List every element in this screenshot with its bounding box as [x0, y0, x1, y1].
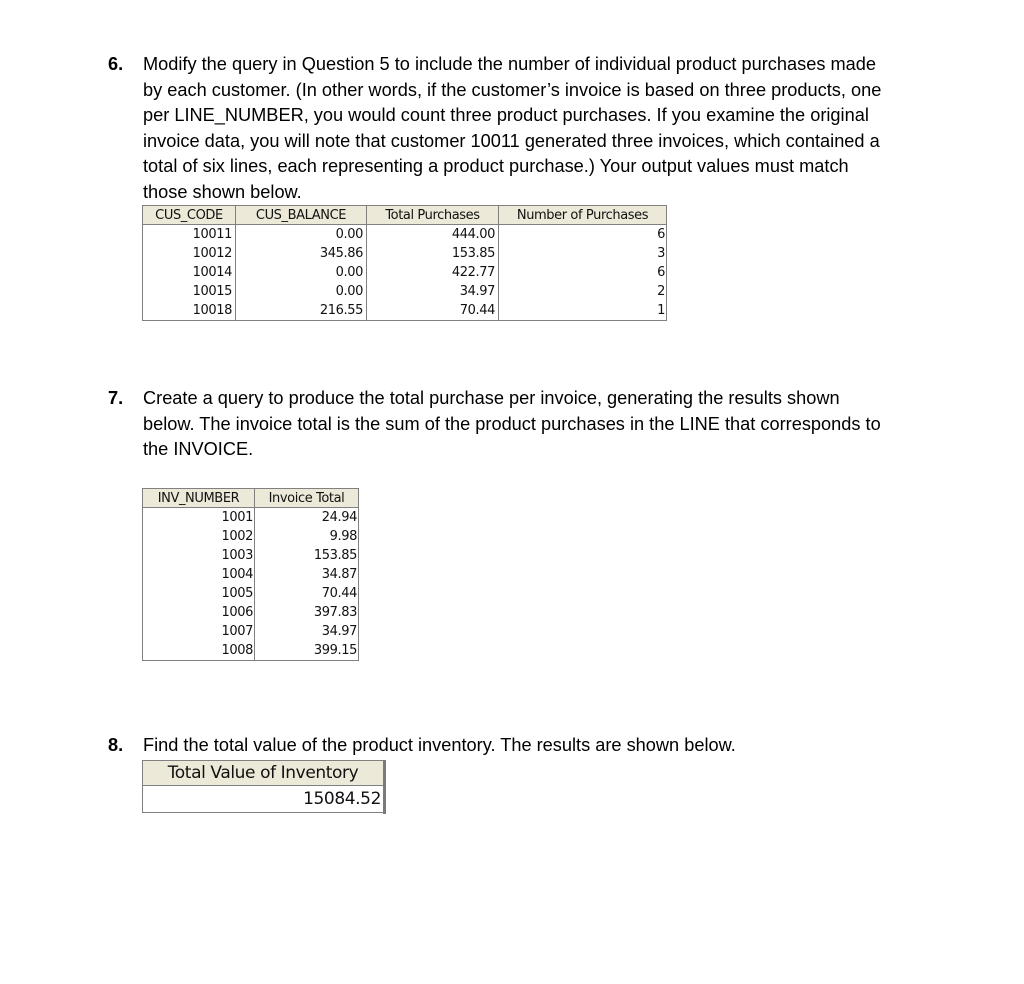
cell-inv-number: 1003 [143, 546, 255, 565]
inventory-value-table [142, 760, 384, 813]
column-header-number-of-purchases: Number of Purchases [499, 206, 667, 225]
column-header-inv-number: INV_NUMBER [143, 489, 255, 508]
cell-inv-number: 1006 [143, 603, 255, 622]
column-header-cus-balance: CUS_BALANCE [236, 206, 367, 225]
table-row [143, 225, 667, 245]
table-row [143, 301, 667, 321]
cell-cus-balance: 0.00 [236, 282, 367, 301]
question-6-text [143, 52, 881, 206]
question-7-line: the INVOICE. [143, 439, 254, 460]
question-8-text [143, 733, 736, 759]
table-header-row [143, 206, 667, 225]
cell-inv-number: 1002 [143, 527, 255, 546]
cell-number-of-purchases: 6 [499, 225, 667, 245]
cell-inv-number: 1007 [143, 622, 255, 641]
table-header-row [143, 489, 359, 508]
cell-total-purchases: 422.77 [367, 263, 499, 282]
question-7-text [143, 386, 881, 463]
table-row [143, 603, 359, 622]
cell-cus-balance: 0.00 [236, 225, 367, 245]
table-row [143, 641, 359, 661]
cell-total-purchases: 153.85 [367, 244, 499, 263]
question-6-line: by each customer. (In other words, if the customer’s invoice is based on three products, one [143, 79, 882, 100]
question-7-line: below. The invoice total is the sum of the product purchases in the LINE that corresponds to [143, 413, 881, 434]
cell-inv-number: 1004 [143, 565, 255, 584]
table-row [143, 622, 359, 641]
cell-invoice-total: 397.83 [255, 603, 359, 622]
cell-cus-code: 10011 [143, 225, 236, 245]
question-7-line: Create a query to produce the total purchase per invoice, generating the results shown [143, 388, 840, 408]
question-8-line: Find the total value of the product inventory. The results are shown below. [143, 735, 736, 755]
question-6-line: total of six lines, each representing a product purchase.) Your output values must match [143, 156, 849, 177]
column-header-total-value-of-inventory: Total Value of Inventory [143, 761, 384, 786]
cell-number-of-purchases: 6 [499, 263, 667, 282]
cell-cus-code: 10018 [143, 301, 236, 321]
question-7-number: 7. [108, 388, 124, 408]
cell-invoice-total: 34.87 [255, 565, 359, 584]
cell-number-of-purchases: 3 [499, 244, 667, 263]
question-6-line: per LINE_NUMBER, you would count three product purchases. If you examine the original [143, 105, 869, 126]
cell-invoice-total: 399.15 [255, 641, 359, 661]
cell-cus-code: 10012 [143, 244, 236, 263]
cell-cus-balance: 345.86 [236, 244, 367, 263]
cell-total-purchases: 70.44 [367, 301, 499, 321]
table-row [143, 263, 667, 282]
customer-purchases-table [142, 205, 667, 321]
question-6-number: 6. [108, 54, 124, 74]
table-row [143, 565, 359, 584]
question-8-number: 8. [108, 735, 124, 755]
cell-inv-number: 1001 [143, 508, 255, 528]
column-resize-handle [383, 760, 386, 814]
table-row [143, 527, 359, 546]
cell-total-purchases: 34.97 [367, 282, 499, 301]
question-6-line: invoice data, you will note that customer 10011 generated three invoices, which contained a [143, 130, 880, 151]
column-header-total-purchases: Total Purchases [367, 206, 499, 225]
cell-invoice-total: 34.97 [255, 622, 359, 641]
cell-cus-balance: 0.00 [236, 263, 367, 282]
cell-cus-code: 10015 [143, 282, 236, 301]
cell-invoice-total: 24.94 [255, 508, 359, 528]
table-row [143, 244, 667, 263]
cell-total-value-of-inventory: 15084.52 [143, 786, 384, 813]
cell-cus-balance: 216.55 [236, 301, 367, 321]
cell-invoice-total: 153.85 [255, 546, 359, 565]
cell-total-purchases: 444.00 [367, 225, 499, 245]
cell-number-of-purchases: 1 [499, 301, 667, 321]
cell-inv-number: 1005 [143, 584, 255, 603]
table-row [143, 546, 359, 565]
question-6-line: Modify the query in Question 5 to include the number of individual product purchases made [143, 54, 876, 74]
cell-number-of-purchases: 2 [499, 282, 667, 301]
table-row [143, 508, 359, 528]
invoice-total-table [142, 488, 359, 661]
cell-invoice-total: 9.98 [255, 527, 359, 546]
cell-cus-code: 10014 [143, 263, 236, 282]
column-header-cus-code: CUS_CODE [143, 206, 236, 225]
cell-inv-number: 1008 [143, 641, 255, 661]
table-row [143, 786, 384, 813]
table-header-row [143, 761, 384, 786]
table-row [143, 584, 359, 603]
table-row [143, 282, 667, 301]
cell-invoice-total: 70.44 [255, 584, 359, 603]
question-6-line: those shown below. [143, 181, 302, 202]
column-header-invoice-total: Invoice Total [255, 489, 359, 508]
